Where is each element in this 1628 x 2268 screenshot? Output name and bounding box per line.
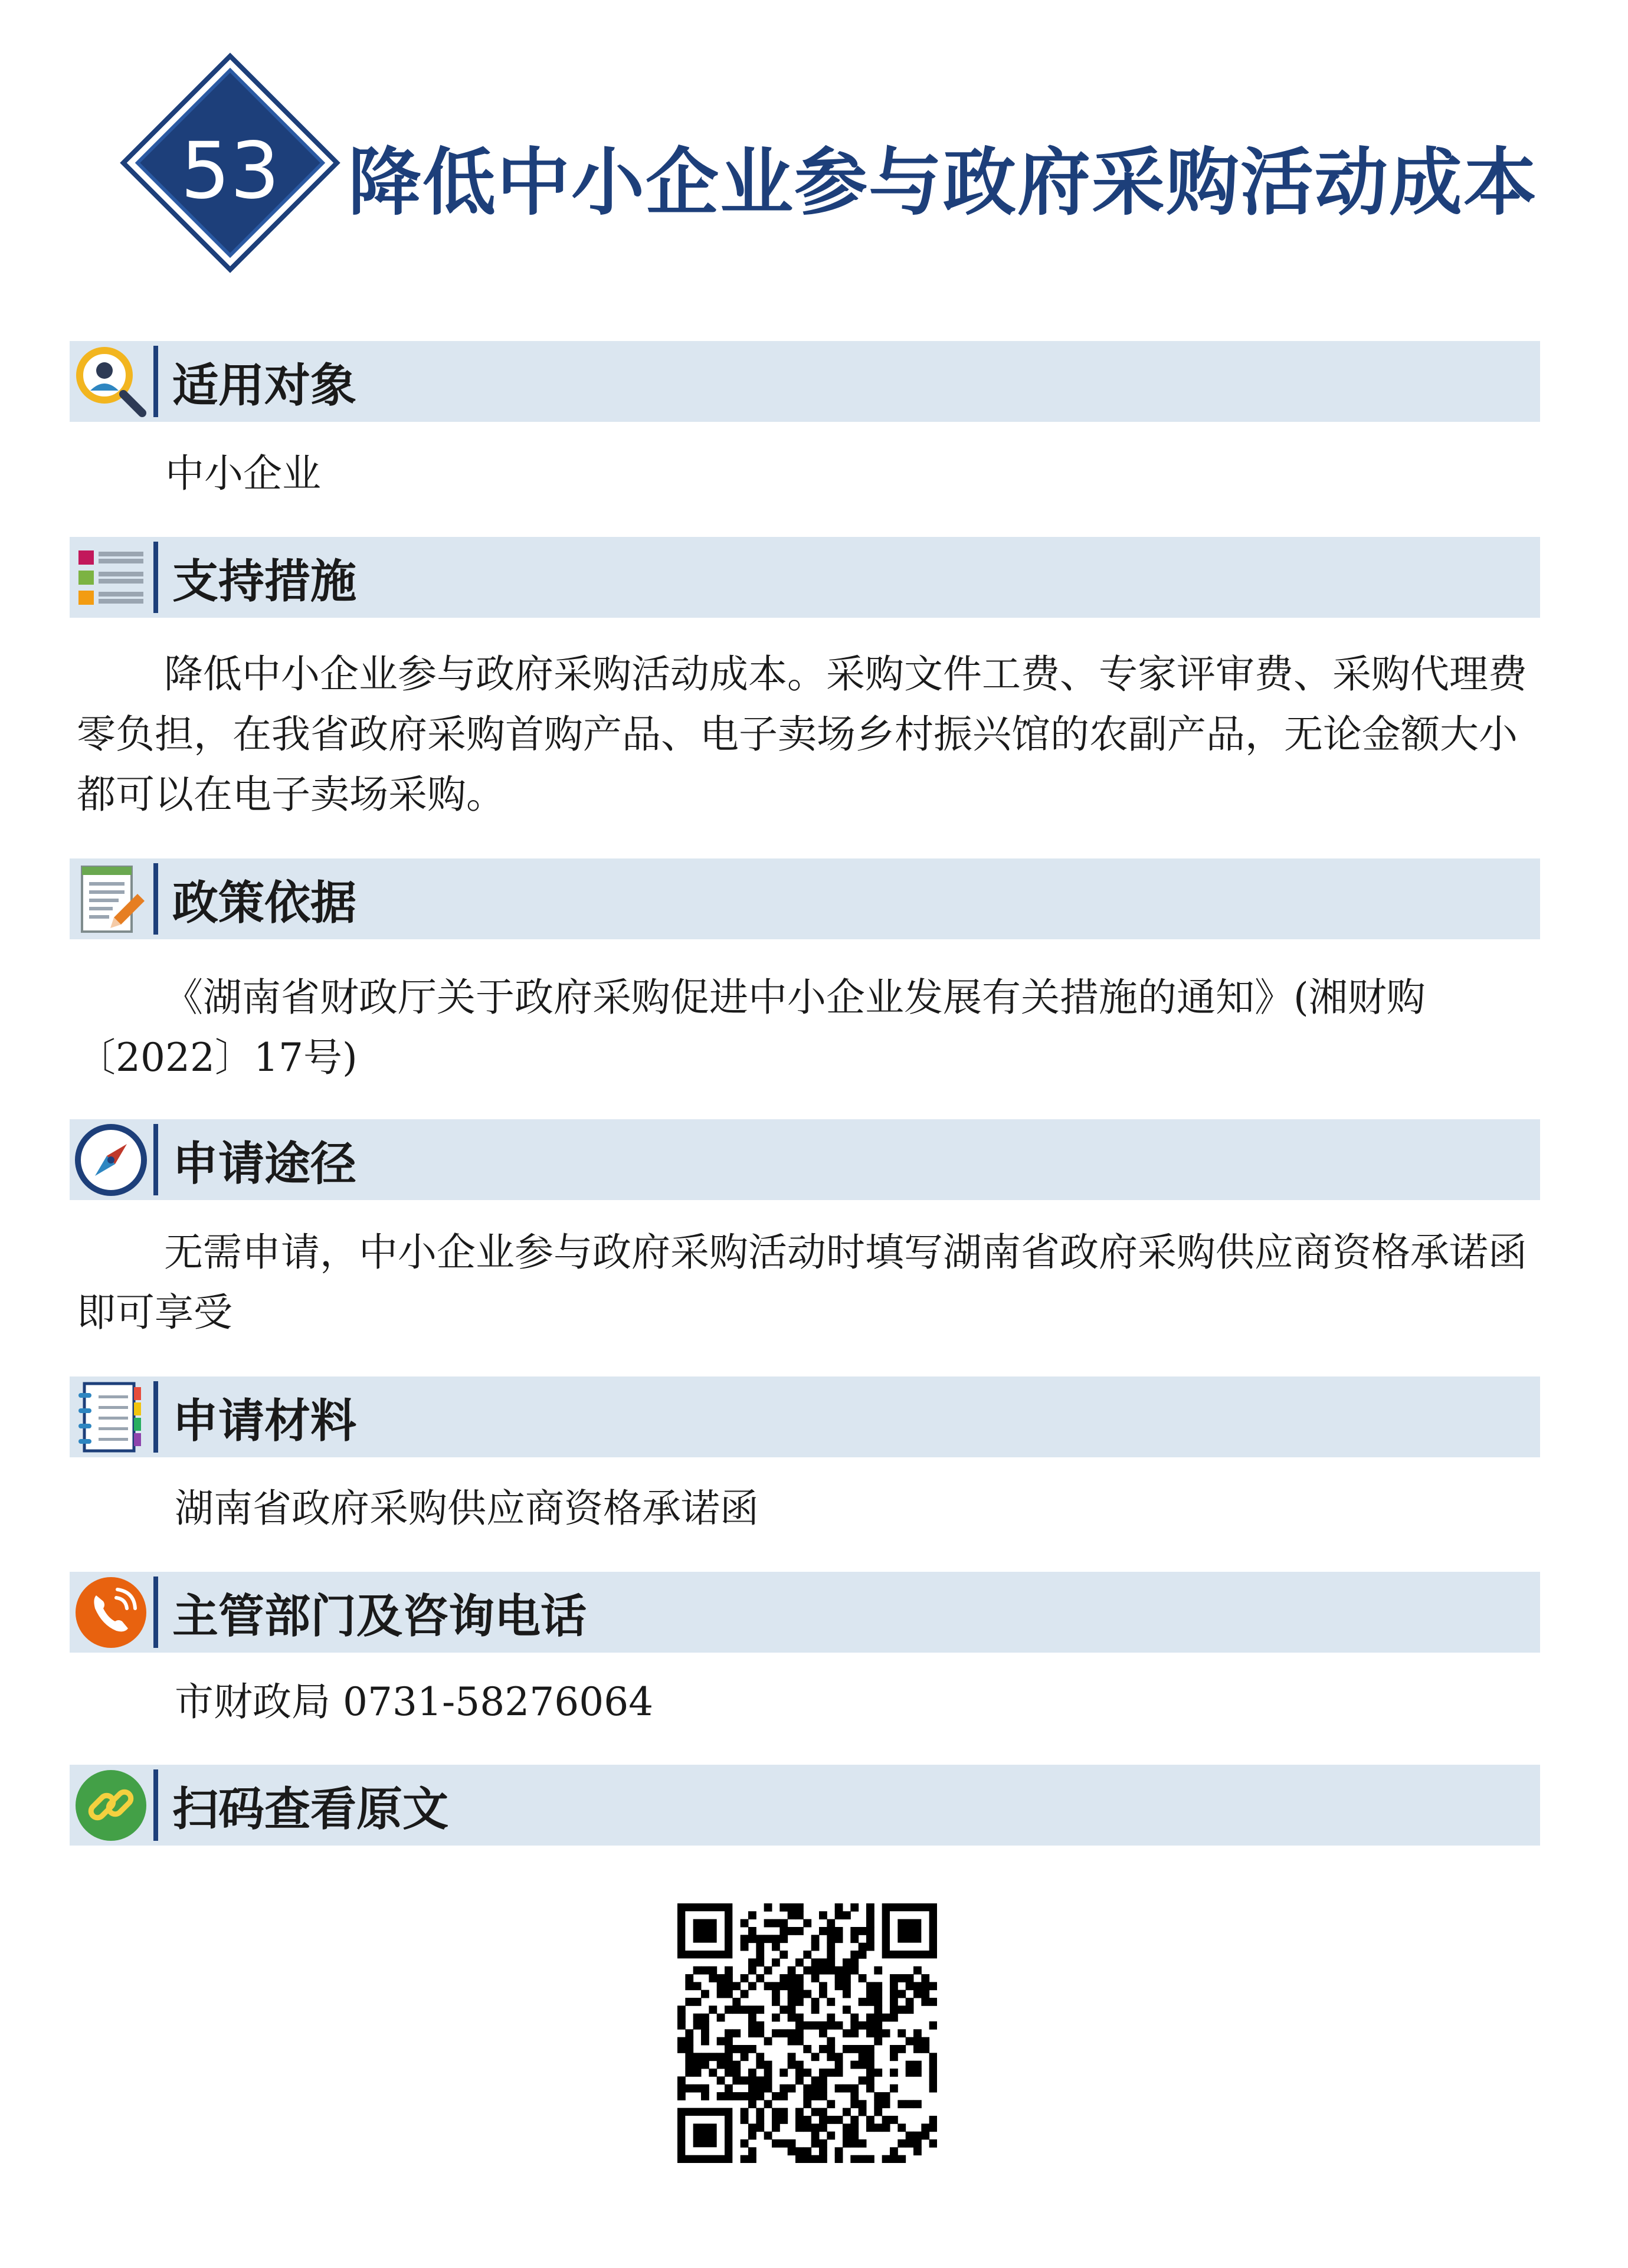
person-search-icon [70, 341, 152, 422]
section-divider [153, 542, 158, 613]
section-divider [153, 1577, 158, 1648]
notebook-icon [70, 1376, 152, 1457]
section-title: 申请途径 [172, 1137, 357, 1191]
section-body-materials: 湖南省政府采购供应商资格承诺函 [175, 1486, 759, 1531]
section-divider [153, 1381, 158, 1453]
section-header-channel [70, 1119, 1540, 1200]
section-divider [153, 346, 158, 417]
page-title: 降低中小企业参与政府采购活动成本 [348, 140, 1538, 225]
section-title: 支持措施 [172, 555, 357, 608]
section-body-channel: 无需申请，中小企业参与政府采购活动时填写湖南省政府采购供应商资格承诺函即可享受 [77, 1230, 1527, 1335]
section-divider [153, 1124, 158, 1195]
section-header-measures [70, 537, 1540, 618]
section-body-basis: 《湖南省财政厅关于政府采购促进中小企业发展有关措施的通知》(湘财购〔2022〕17号) [77, 975, 1426, 1080]
phone-icon [70, 1572, 152, 1653]
compass-icon [70, 1119, 152, 1200]
section-body-contact: 市财政局 0731-58276064 [175, 1679, 654, 1725]
section-header-basis [70, 858, 1540, 939]
document-pencil-icon [70, 858, 152, 939]
section-title: 政策依据 [172, 876, 357, 930]
section-body-target: 中小企业 [165, 451, 321, 496]
section-header-materials [70, 1376, 1540, 1457]
section-title: 扫码查看原文 [172, 1782, 449, 1836]
number-badge-label: 53 [181, 126, 280, 217]
section-divider [153, 863, 158, 935]
section-divider [153, 1769, 158, 1841]
section-body-measures: 降低中小企业参与政府采购活动成本。采购文件工费、专家评审费、采购代理费零负担，在我省政府采购首购产品、电子卖场乡村振兴馆的农副产品，无论金额大小都可以在电子卖场采购。 [77, 651, 1527, 817]
section-title: 主管部门及咨询电话 [172, 1589, 587, 1643]
section-header-target [70, 341, 1540, 422]
checklist-icon [70, 537, 152, 618]
section-header-contact [70, 1572, 1540, 1653]
section-title: 申请材料 [172, 1394, 357, 1448]
section-header-scan [70, 1765, 1540, 1846]
qr-code-icon [677, 1903, 937, 2163]
section-title: 适用对象 [172, 359, 357, 412]
link-icon [70, 1765, 152, 1846]
